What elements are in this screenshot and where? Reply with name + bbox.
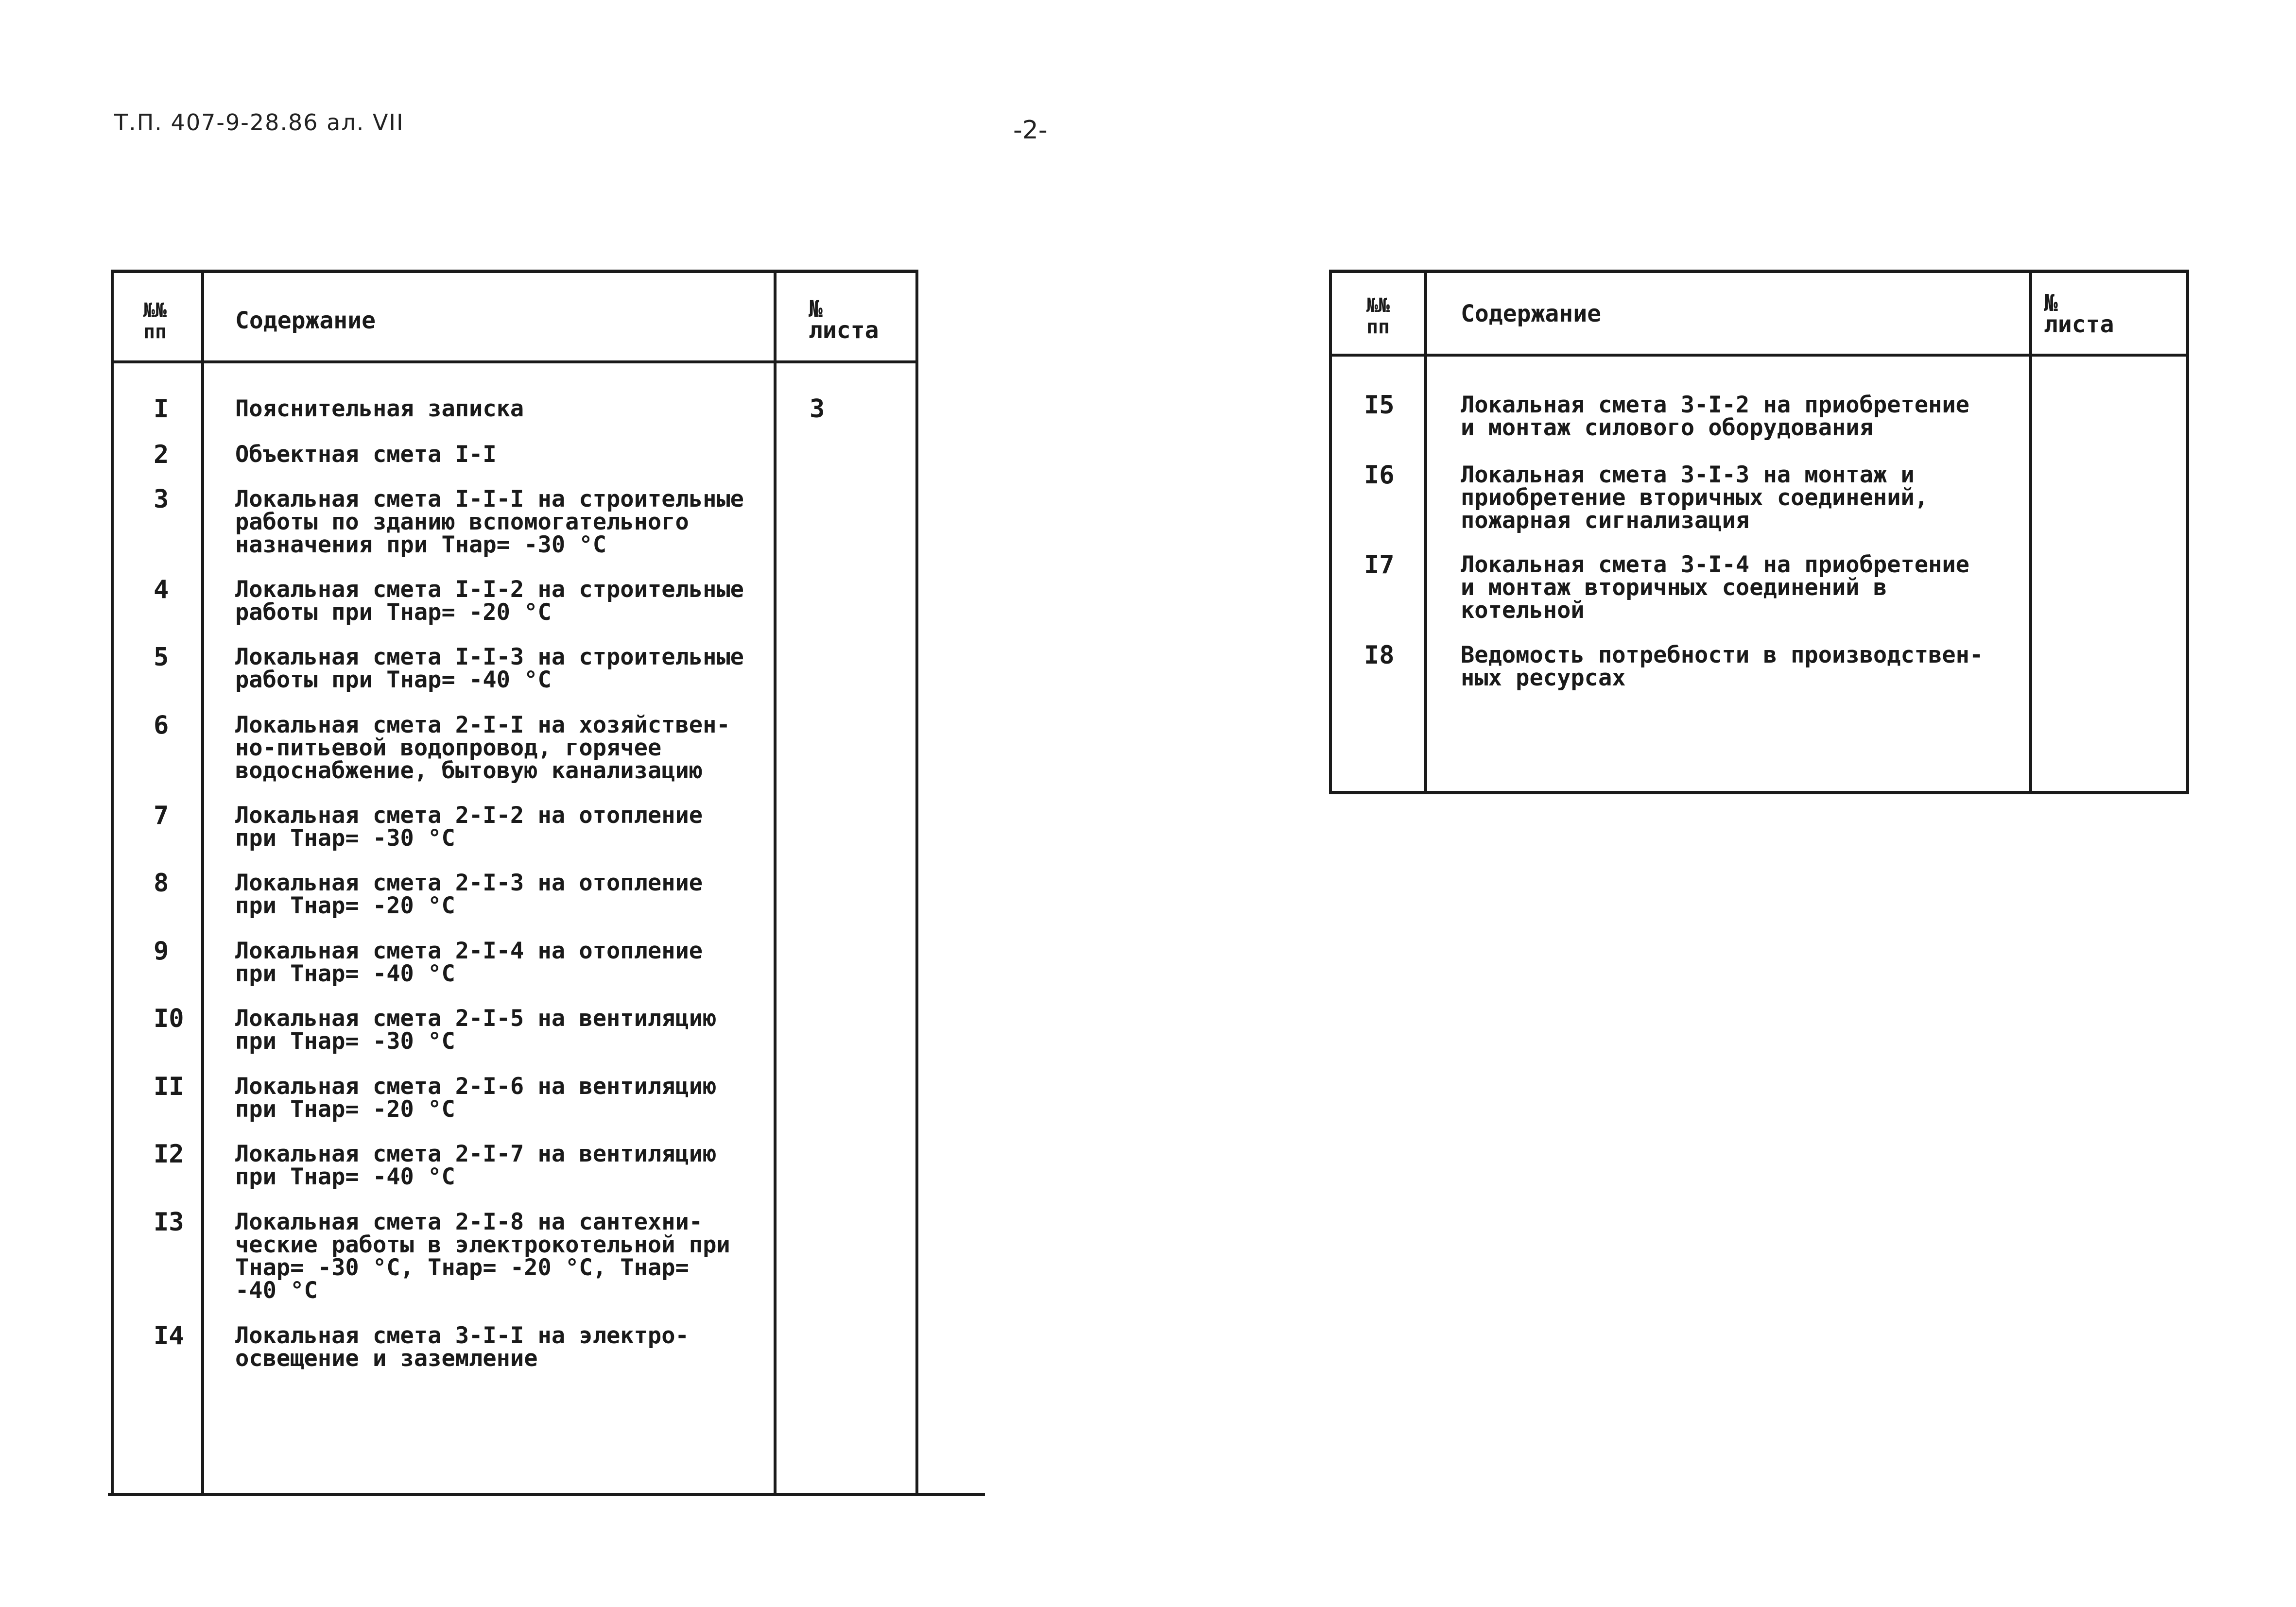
row-content: Пояснительная записка (235, 395, 524, 422)
row-content: Локальная смета 2-I-6 на вентиляцию при Тнар= -20 °С (235, 1073, 717, 1123)
row-number: I0 (154, 1004, 184, 1033)
row-number: I2 (154, 1140, 184, 1169)
column-divider (774, 273, 777, 1494)
row-number: 7 (154, 801, 169, 830)
page-number: -2- (1013, 116, 1048, 145)
row-number: 6 (154, 711, 169, 740)
row-sheet: 3 (810, 394, 825, 424)
header-rule (114, 360, 915, 363)
row-content: Локальная смета 2-I-2 на отопление при Тнар= -30 °С (235, 802, 703, 852)
row-content: Локальная смета 2-I-8 на сантехни- ческие работы в электрокотельной при Тнар= -30 °С, Тнар= -20 °С, Тнар= -40 °С (235, 1209, 730, 1304)
row-content: Локальная смета 3-I-4 на приобретение и монтаж вторичных соединений в котельной (1461, 551, 1969, 624)
row-content: Локальная смета 2-I-5 на вентиляцию при Тнар= -30 °С (235, 1005, 717, 1055)
row-content: Локальная смета 3-I-2 на приобретение и монтаж силового оборудования (1461, 392, 1969, 441)
row-number: 2 (154, 440, 169, 469)
row-content: Локальная смета I-I-3 на строительные работы при Тнар= -40 °С (235, 644, 744, 693)
row-content: Локальная смета 2-I-4 на отопление при Тнар= -40 °С (235, 938, 703, 987)
column-header-content: Содержание (235, 307, 376, 334)
row-number: I6 (1364, 461, 1395, 490)
contents-table-left (111, 270, 918, 1494)
row-content: Ведомость потребности в производствен- ных ресурсах (1461, 642, 1984, 691)
bottom-rule (108, 1493, 985, 1496)
row-content: Локальная смета 2-I-I на хозяйствен- но-питьевой водопровод, горячее водоснабжение, бытовую канализацию (235, 712, 730, 784)
document-code: Т.П. 407-9-28.86 ал. VII (114, 109, 404, 136)
row-content: Локальная смета I-I-2 на строительные работы при Тнар= -20 °С (235, 576, 744, 626)
row-content: Локальная смета I-I-I на строительные работы по зданию вспомогательного назначения при Тнар= -30 °С (235, 486, 744, 558)
column-header-number: №№ пп (1366, 294, 1390, 338)
row-content: Локальная смета 2-I-7 на вентиляцию при Тнар= -40 °С (235, 1141, 717, 1190)
column-divider (2029, 273, 2032, 791)
row-number: 5 (154, 643, 169, 672)
column-header-sheet: № листа (2044, 290, 2114, 338)
row-content: Локальная смета 3-I-I на электро- освещение и заземление (235, 1322, 689, 1372)
row-number: 3 (154, 485, 169, 514)
column-header-number: №№ пп (143, 299, 167, 343)
row-number: 9 (154, 937, 169, 966)
row-number: 4 (154, 575, 169, 604)
row-number: 8 (154, 869, 169, 898)
row-number: I5 (1364, 391, 1395, 420)
header-rule (1332, 354, 2186, 357)
row-number: I8 (1364, 641, 1395, 670)
row-number: I4 (154, 1321, 184, 1351)
row-number: I7 (1364, 550, 1395, 580)
row-number: I (154, 394, 169, 424)
row-number: II (154, 1072, 184, 1101)
row-number: I3 (154, 1208, 184, 1237)
column-divider (201, 273, 204, 1494)
row-content: Локальная смета 3-I-3 на монтаж и приобретение вторичных соединений, пожарная сигнализация (1461, 462, 1929, 534)
row-content: Объектная смета I-I (235, 441, 497, 468)
column-header-sheet: № листа (809, 295, 879, 344)
column-header-content: Содержание (1461, 300, 1601, 327)
row-content: Локальная смета 2-I-3 на отопление при Тнар= -20 °С (235, 870, 703, 919)
contents-table-right (1329, 270, 2189, 794)
column-divider (1424, 273, 1427, 791)
